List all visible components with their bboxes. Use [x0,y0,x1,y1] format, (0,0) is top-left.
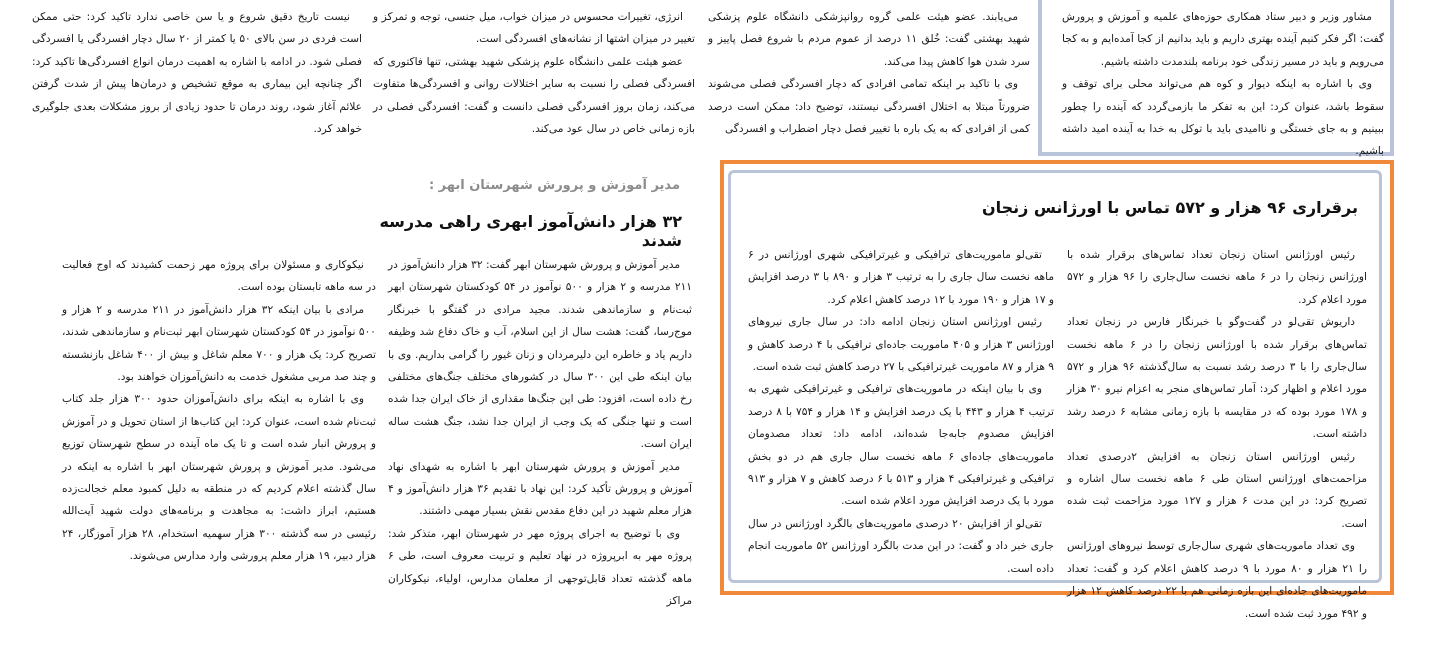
paragraph: وی تعداد ماموریت‌های شهری سال‌جاری توسط نیروهای اورژانس را ۲۱ هزار و ۸۰ مورد با ۹ درصد کاهش اعلام کرد و گفت: تعداد ماموریت‌های جاده‌ای این بازه زمانی هم با ۲۲ درصد کاهش ۱۲ هزار و ۴۹۲ مورد ثبت شده است. [1067,540,1368,620]
paragraph: رئیس اورژانس استان زنجان ادامه داد: در سال جاری نیروهای اورژانس ۳ هزار و ۴۰۵ ماموریت جاده‌ای ترافیکی با ۴ درصد کاهش و ۹ هزار و ۸۷ ماموریت غیرترافیکی با ۲۷ درصد کاهش ثبت شده است. [748,316,1054,374]
paragraph: نیست تاریخ دقیق شروع و یا سن خاصی ندارد تاکید کرد: حتی ممکن است فردی در سن بالای ۵۰ یا کمتر از ۲۰ سال دچار افسردگی یا افسردگی فصلی شود. در ادامه با اشاره به اهمیت درمان انواع افسردگی‌ها تاکید کرد: اگر چنانچه این بیماری به موقع تشخیص و درمان‌ها پیش از شدت گرفتن علائم آغاز شود، روند درمان تا حدود زیادی از بروز مشکلات بعدی جلوگیری خواهد کرد. [32,11,362,136]
paragraph: مدیر آموزش و پرورش شهرستان ابهر با اشاره به شهدای نهاد آموزش و پرورش تأکید کرد: این نهاد با تقدیم ۳۶ هزار دانش‌آموز و ۴ هزار معلم شهید در این دفاع مقدس نقش بسیار مهمی داشتند. [388,460,692,518]
zanjan-column-1 [1067,244,1367,625]
zanjan-column-2 [748,244,1054,580]
abhar-column-2 [62,254,376,568]
paragraph: مشاور وزیر و دبیر ستاد همکاری حوزه‌های علمیه و آموزش و پرورش گفت: اگر فکر کنیم آینده بهتری داریم و باید بدانیم از کجا آمده‌ایم و به کجا می‌رویم و باید در مسیر زندگی خود برنامه بلندمدت داشته باشیم. [1062,11,1384,68]
paragraph: مدیر آموزش و پرورش شهرستان ابهر گفت: ۳۲ هزار دانش‌آموز در ۲۱۱ مدرسه و ۲ هزار و ۵۰۰ نوآموز در ۵۴ کودکستان شهرستان ابهر ثبت‌نام و سازماندهی شدند. مجید مرادی در گفتگو با خبرنگار موج‌رسا، گفت: هشت سال از این اسلام، آب و خاک دفاع شد وظیفه داریم یاد و خاطره این دلیرمردان و زنان غیور را گرامی بداریم. وی با بیان اینکه طی این ۳۰۰ سال در کشورهای مختلف جنگ‌های مختلفی رخ داده است، افزود: طی این جنگ‌ها مقداری از خاک ایران جدا شده است و تنها جنگی که یک وجب از ایران جدا نشد، جنگ هشت ساله ایران است. [388,259,692,451]
paragraph: تقی‌لو از افزایش ۲۰ درصدی ماموریت‌های بالگرد اورژانس در سال جاری خبر داد و گفت: در این مدت بالگرد اورژانس ۵۲ ماموریت انجام داده است. [748,517,1054,575]
paragraph: رئیس اورژانس استان زنجان تعداد تماس‌های برقرار شده با اورژانس زنجان را در ۶ ماهه نخست سال‌جاری را ۹۶ هزار و ۵۷۲ مورد اعلام کرد. [1067,249,1367,306]
paragraph: تقی‌لو ماموریت‌های ترافیکی و غیرترافیکی شهری اورژانس در ۶ ماهه نخست سال جاری را به ترتیب ۳ هزار و ۸۹۰ با ۳ درصد افزایش و ۱۷ هزار و ۱۹۰ مورد با ۱۲ درصد کاهش اعلام کرد. [748,249,1054,306]
paragraph: عضو هیئت علمی دانشگاه علوم پزشکی شهید بهشتی، تنها فاکتوری که افسردگی فصلی را نسبت به سایر اختلالات روانی و افسردگی‌ها متفاوت می‌کند، زمان بروز افسردگی فصلی دانست و گفت: افسردگی فصلی در بازه زمانی خاص در سال عود می‌کند. [373,55,695,136]
paragraph: داریوش تقی‌لو در گفت‌وگو با خبرنگار فارس در زنجان تعداد تماس‌های برقرار شده با اورژانس زنجان را در ۶ ماهه نخست سال‌جاری را با ۳ درصد رشد نسبت به سال‌گذشته ۹۶ هزار و ۵۷۲ مورد اعلام و اظهار کرد: آمار تماس‌های منجر به اعزام نیرو ۳۰ هزار و ۱۷۸ مورد بوده که در مقایسه با بازه زمانی مشابه ۶ درصد رشد داشته است. [1067,316,1368,441]
paragraph: مرادی با بیان اینکه ۳۲ هزار دانش‌آموز در ۲۱۱ مدرسه و ۲ هزار و ۵۰۰ نوآموز در ۵۴ کودکستان شهرستان ابهر ثبت‌نام و سازماندهی شدند، تصریح کرد: یک هزار و ۷۰۰ معلم شاغل و بیش از ۴۰۰ شاغل بازنشسته و چند صد مربی مشغول خدمت به دانش‌آموزان خواهند بود. [62,303,376,384]
paragraph: وی با اشاره به اینکه دیوار و کوه هم می‌تواند محلی برای توقف و سقوط باشد، عنوان کرد: این به تفکر ما بازمی‌گردد که آینده را چطور ببینیم و به جای خستگی و ناامیدی باید با توکل به خدا به آینده امید داشته باشیم. [1062,78,1384,158]
top-column-2 [708,6,1030,140]
paragraph: وی با توضیح به اجرای پروژه مهر در شهرستان ابهر، متذکر شد: پروژه مهر به ابرپروژه در نهاد تعلیم و تربیت معروف است، طی ۶ ماهه گذشته تعداد قابل‌توجهی از معلمان مدارس، اولیاء، نیکوکاران مراکز [388,527,692,608]
top-column-4 [32,6,362,140]
paragraph: وی با تاکید بر اینکه تمامی افرادی که دچار افسردگی فصلی می‌شوند ضرورتاً مبتلا به اختلال افسردگی نیستند، توضیح داد: ممکن است درصد کمی از افرادی که به یک باره با تغییر فصل دچار اضطراب و افسردگی [708,78,1030,136]
paragraph: می‌یابند. عضو هیئت علمی گروه روانپزشکی دانشگاه علوم پزشکی شهید بهشتی گفت: خُلق ۱۱ درصد از عموم مردم با شروع فصل پاییز و سرد شدن هوا کاهش پیدا می‌کند. [708,11,1030,68]
paragraph: وی با بیان اینکه در ماموریت‌های ترافیکی و غیرترافیکی شهری به ترتیب ۴ هزار و ۴۴۳ با یک درصد افزایش و ۱۴ هزار و ۷۵۴ با ۸ درصد افزایش مصدوم جابه‌جا شده‌اند، ادامه داد: تعداد مصدومان ماموریت‌های جاده‌ای ۶ ماهه نخست سال جاری هم در دو بخش ترافیکی و غیرترافیکی ۴ هزار و ۵۱۳ با ۶ درصد کاهش و ۷ هزار و ۹۱۳ مورد با یک درصد افزایش مورد اعلام شده است. [748,383,1054,508]
paragraph: انرژی، تغییرات محسوس در میزان خواب، میل جنسی، توجه و تمرکز و تغییر در میزان اشتها از نشانه‌های افسردگی است. [373,11,695,46]
top-column-1 [1062,6,1384,163]
abhar-column-1 [388,254,692,613]
abhar-article-supertitle: مدیر آموزش و پرورش شهرستان ابهر : [428,178,680,193]
paragraph: نیکوکاری و مسئولان برای پروژه مهر زحمت کشیدند که اوج فعالیت در سه ماهه تابستان بوده است. [62,259,376,294]
top-column-3 [373,6,695,140]
abhar-article-title: ۳۲ هزار دانش‌آموز ابهری راهی مدرسه شدند [379,212,682,250]
paragraph: وی با اشاره به اینکه برای دانش‌آموزان حدود ۳۰۰ هزار جلد کتاب ثبت‌نام شده است، عنوان کرد: این کتاب‌ها از استان تحویل و در آموزش و پرورش انبار شده است و تا یک ماه آینده در سطح شهرستان توزیع می‌شود. مدیر آموزش و پرورش شهرستان ابهر با اشاره به اینکه در سال گذشته اعلام کردیم که در منطقه به دلیل کمبود معلم خجالت‌زده هستیم، ابراز داشت: به مجاهدت و برنامه‌های دولت شهید آیت‌الله رئیسی در سه گذشته ۳۰۰ هزار سهمیه استخدام، ۲۸ هزار آموزگار، ۲۴ هزار دبیر، ۱۹ هزار معلم پرورشی وارد مدارس می‌شوند. [62,393,376,563]
zanjan-article-title: برقراری ۹۶ هزار و ۵۷۲ تماس با اورژانس زنجان [981,198,1358,217]
paragraph: رئیس اورژانس استان زنجان به افزایش ۲درصدی تعداد مزاحمت‌های اورژانس استان طی ۶ ماهه نخست سال اشاره و تصریح کرد: در این مدت ۶ هزار و ۱۲۷ مورد مزاحمت ثبت شده است. [1067,450,1367,530]
